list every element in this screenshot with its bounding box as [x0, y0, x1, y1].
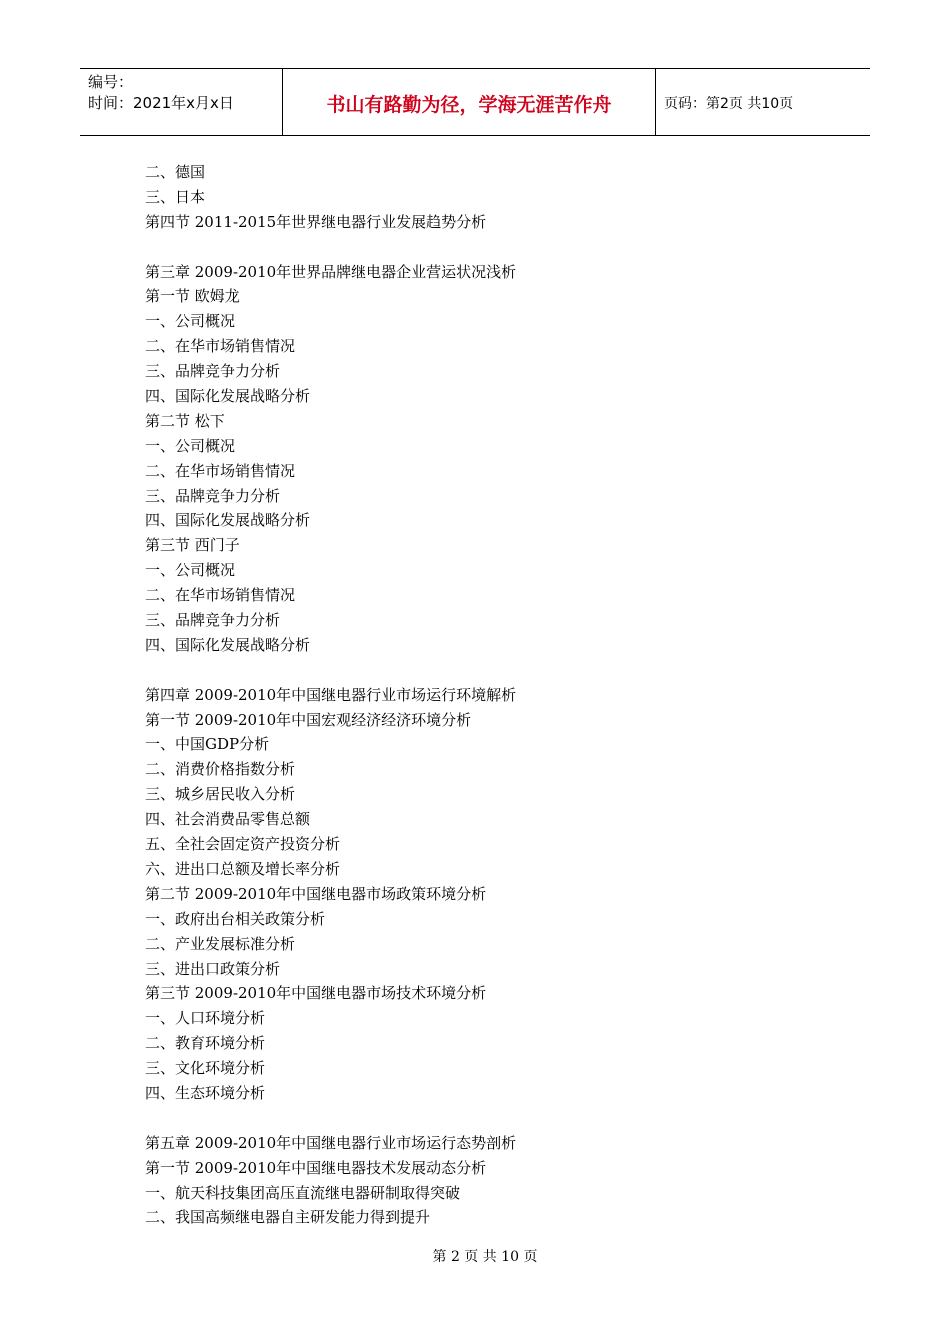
- toc-line: 三、品牌竞争力分析: [145, 362, 281, 381]
- toc-line: 三、品牌竞争力分析: [145, 486, 281, 505]
- header-top-rule: [80, 68, 870, 69]
- toc-line: 第四节 2011-2015年世界继电器行业发展趋势分析: [145, 212, 487, 231]
- toc-line: 一、公司概况: [145, 436, 236, 455]
- toc-line: 二、教育环境分析: [145, 1034, 266, 1053]
- toc-line: 四、国际化发展战略分析: [145, 387, 311, 406]
- toc-line: 第五章 2009-2010年中国继电器行业市场运行态势剖析: [145, 1133, 517, 1152]
- table-of-contents: [145, 160, 516, 1230]
- toc-line: 二、在华市场销售情况: [145, 586, 296, 605]
- toc-line: 一、中国GDP分析: [145, 735, 270, 754]
- header-motto: 书山有路勤为径，学海无涯苦作舟: [326, 94, 612, 116]
- toc-line: 五、全社会固定资产投资分析: [145, 835, 341, 854]
- toc-line: 三、文化环境分析: [145, 1059, 266, 1078]
- toc-line: 四、生态环境分析: [145, 1083, 266, 1102]
- toc-line: 四、社会消费品零售总额: [145, 810, 311, 829]
- toc-line: 第二节 2009-2010年中国继电器市场政策环境分析: [145, 884, 487, 903]
- toc-line: 三、日本: [145, 187, 206, 206]
- header-divider-right: [655, 68, 656, 136]
- toc-line: 二、在华市场销售情况: [145, 461, 296, 480]
- toc-line: 第一节 2009-2010年中国继电器技术发展动态分析: [145, 1158, 487, 1177]
- toc-line: 第一节 欧姆龙: [145, 287, 240, 306]
- toc-line: 三、品牌竞争力分析: [145, 611, 281, 630]
- toc-line: 三、城乡居民收入分析: [145, 785, 296, 804]
- toc-line: 一、公司概况: [145, 312, 236, 331]
- toc-line: 四、国际化发展战略分析: [145, 511, 311, 530]
- toc-line: 一、人口环境分析: [145, 1009, 266, 1028]
- toc-line: 一、公司概况: [145, 561, 236, 580]
- toc-spacer: [145, 658, 516, 683]
- toc-line: 二、消费价格指数分析: [145, 760, 296, 779]
- toc-line: 第一节 2009-2010年中国宏观经济经济环境分析: [145, 710, 472, 729]
- toc-line: 第三节 西门子: [145, 536, 240, 555]
- toc-line: 一、政府出台相关政策分析: [145, 909, 326, 928]
- toc-line: 第三节 2009-2010年中国继电器市场技术环境分析: [145, 984, 487, 1003]
- toc-line: 一、航天科技集团高压直流继电器研制取得突破: [145, 1183, 461, 1202]
- header-meta: [88, 72, 234, 114]
- toc-line: 二、我国高频继电器自主研发能力得到提升: [145, 1208, 431, 1227]
- header-page-label: 页码：第2页 共10页: [664, 96, 794, 112]
- toc-line: 二、产业发展标准分析: [145, 934, 296, 953]
- toc-line: 三、进出口政策分析: [145, 959, 281, 978]
- toc-line: 二、在华市场销售情况: [145, 337, 296, 356]
- toc-line: 第三章 2009-2010年世界品牌继电器企业营运状况浅析: [145, 262, 517, 281]
- header-time-label: 时间：2021年x月x日: [88, 94, 234, 112]
- toc-line: 第四章 2009-2010年中国继电器行业市场运行环境解析: [145, 685, 517, 704]
- toc-line: 第二节 松下: [145, 411, 225, 430]
- header-number-label: 编号：: [88, 73, 134, 91]
- toc-line: 四、国际化发展战略分析: [145, 635, 311, 654]
- page-footer: 第 2 页 共 10 页: [432, 1249, 538, 1265]
- toc-line: 六、进出口总额及增长率分析: [145, 859, 341, 878]
- toc-spacer: [145, 1106, 516, 1131]
- header-bottom-rule: [80, 135, 870, 136]
- toc-line: 二、德国: [145, 163, 206, 181]
- toc-spacer: [145, 235, 516, 260]
